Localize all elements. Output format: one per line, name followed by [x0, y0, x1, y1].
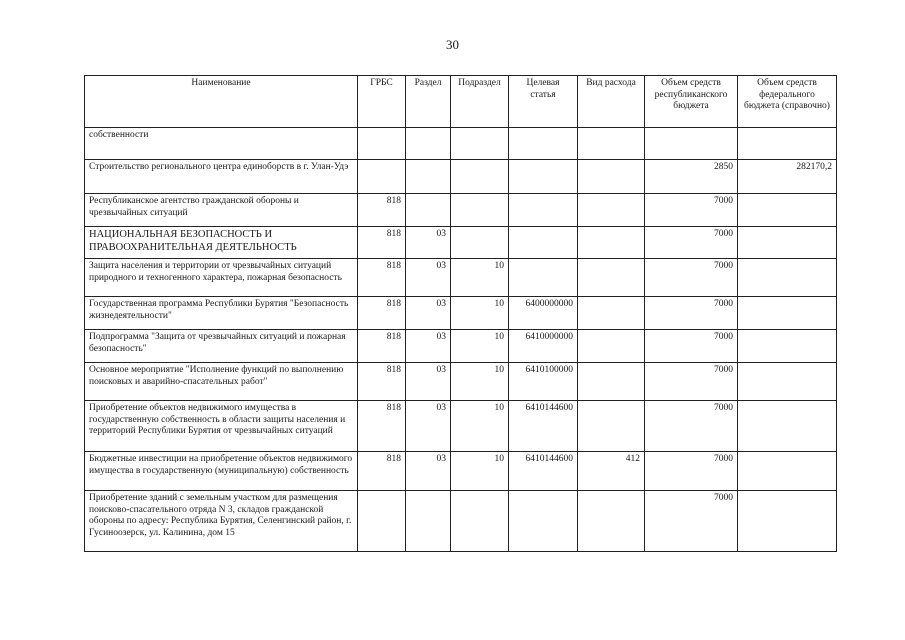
cell-grbs: 818	[358, 401, 406, 452]
cell-name: Защита населения и территории от чрезвычайных ситуаций природного и техногенного характера, пожарная безопасность	[85, 259, 358, 297]
cell-grbs: 818	[358, 330, 406, 363]
cell-republic: 7000	[645, 401, 738, 452]
table-row	[85, 491, 837, 552]
cell-grbs: 818	[358, 227, 406, 259]
cell-grbs: 818	[358, 363, 406, 401]
cell-expense-type	[578, 160, 645, 194]
cell-section: 03	[406, 330, 451, 363]
cell-federal	[738, 259, 837, 297]
cell-grbs	[358, 160, 406, 194]
table-row	[85, 227, 837, 259]
cell-federal	[738, 491, 837, 552]
cell-expense-type	[578, 363, 645, 401]
table-row	[85, 452, 837, 491]
table-row	[85, 330, 837, 363]
cell-republic: 7000	[645, 194, 738, 227]
table-row	[85, 297, 837, 330]
cell-republic: 7000	[645, 330, 738, 363]
header-subsection: Подраздел	[451, 76, 509, 128]
cell-target	[509, 259, 578, 297]
table-row	[85, 194, 837, 227]
cell-subsection	[451, 160, 509, 194]
cell-name: НАЦИОНАЛЬНАЯ БЕЗОПАСНОСТЬ И ПРАВООХРАНИТЕЛЬНАЯ ДЕЯТЕЛЬНОСТЬ	[85, 227, 358, 259]
table-row	[85, 128, 837, 160]
cell-expense-type	[578, 259, 645, 297]
page-number: 30	[446, 37, 459, 52]
cell-republic: 7000	[645, 452, 738, 491]
cell-target: 6400000000	[509, 297, 578, 330]
cell-subsection: 10	[451, 401, 509, 452]
cell-subsection: 10	[451, 363, 509, 401]
cell-name: Республиканское агентство гражданской обороны и чрезвычайных ситуаций	[85, 194, 358, 227]
cell-expense-type	[578, 194, 645, 227]
cell-federal	[738, 194, 837, 227]
cell-subsection: 10	[451, 330, 509, 363]
cell-section: 03	[406, 297, 451, 330]
cell-target	[509, 194, 578, 227]
cell-expense-type	[578, 297, 645, 330]
cell-federal: 282170,2	[738, 160, 837, 194]
cell-federal	[738, 452, 837, 491]
header-row	[85, 76, 837, 128]
cell-grbs: 818	[358, 194, 406, 227]
cell-target: 6410144600	[509, 401, 578, 452]
cell-section: 03	[406, 363, 451, 401]
cell-republic: 7000	[645, 363, 738, 401]
cell-target	[509, 128, 578, 160]
cell-name: Государственная программа Республики Бурятия "Безопасность жизнедеятельности"	[85, 297, 358, 330]
cell-name: собственности	[85, 128, 358, 160]
cell-federal	[738, 401, 837, 452]
cell-subsection	[451, 227, 509, 259]
cell-grbs	[358, 491, 406, 552]
cell-target	[509, 491, 578, 552]
cell-name: Подпрограмма "Защита от чрезвычайных ситуаций и пожарная безопасность"	[85, 330, 358, 363]
cell-republic	[645, 128, 738, 160]
cell-expense-type	[578, 227, 645, 259]
cell-grbs	[358, 128, 406, 160]
cell-grbs: 818	[358, 297, 406, 330]
cell-expense-type: 412	[578, 452, 645, 491]
cell-grbs: 818	[358, 259, 406, 297]
cell-target	[509, 227, 578, 259]
cell-republic: 7000	[645, 491, 738, 552]
cell-federal	[738, 363, 837, 401]
cell-target	[509, 160, 578, 194]
cell-expense-type	[578, 401, 645, 452]
header-target: Целевая статья	[509, 76, 578, 128]
cell-subsection: 10	[451, 297, 509, 330]
header-name: Наименование	[85, 76, 358, 128]
cell-federal	[738, 128, 837, 160]
table-row	[85, 259, 837, 297]
cell-name: Приобретение зданий с земельным участком для размещения поисково-спасательного отряда N 3, складов гражданской обороны по адресу: Республика Бурятия, Селенгинский район, г. Гусиноозерск, ул. Калинина, дом 15	[85, 491, 358, 552]
cell-section	[406, 160, 451, 194]
cell-federal	[738, 330, 837, 363]
header-section: Раздел	[406, 76, 451, 128]
table-row	[85, 160, 837, 194]
cell-target: 6410000000	[509, 330, 578, 363]
cell-federal	[738, 297, 837, 330]
cell-subsection	[451, 491, 509, 552]
cell-target: 6410100000	[509, 363, 578, 401]
cell-republic: 7000	[645, 259, 738, 297]
cell-name: Бюджетные инвестиции на приобретение объектов недвижимого имущества в государственную (муниципальную) собственность	[85, 452, 358, 491]
header-federal-budget: Объем средств федерального бюджета (справочно)	[738, 76, 837, 128]
cell-name: Приобретение объектов недвижимого имущества в государственную собственность в области защиты населения и территорий Республики Бурятия от чрезвычайных ситуаций	[85, 401, 358, 452]
header-republic-budget: Объем средств республиканского бюджета	[645, 76, 738, 128]
cell-expense-type	[578, 330, 645, 363]
cell-subsection	[451, 194, 509, 227]
cell-section: 03	[406, 452, 451, 491]
cell-name: Строительство регионального центра единоборств в г. Улан-Удэ	[85, 160, 358, 194]
table-row	[85, 363, 837, 401]
cell-subsection	[451, 128, 509, 160]
cell-expense-type	[578, 128, 645, 160]
cell-section	[406, 128, 451, 160]
header-expense-type: Вид расхода	[578, 76, 645, 128]
cell-republic: 2850	[645, 160, 738, 194]
table-row	[85, 401, 837, 452]
cell-federal	[738, 227, 837, 259]
cell-target: 6410144600	[509, 452, 578, 491]
cell-republic: 7000	[645, 227, 738, 259]
cell-section: 03	[406, 401, 451, 452]
cell-name: Основное мероприятие "Исполнение функций по выполнению поисковых и аварийно-спасательных работ"	[85, 363, 358, 401]
cell-section: 03	[406, 227, 451, 259]
cell-section	[406, 194, 451, 227]
header-grbs: ГРБС	[358, 76, 406, 128]
cell-subsection: 10	[451, 452, 509, 491]
cell-grbs: 818	[358, 452, 406, 491]
cell-republic: 7000	[645, 297, 738, 330]
cell-section	[406, 491, 451, 552]
cell-section: 03	[406, 259, 451, 297]
cell-subsection: 10	[451, 259, 509, 297]
budget-table	[84, 75, 837, 552]
cell-expense-type	[578, 491, 645, 552]
